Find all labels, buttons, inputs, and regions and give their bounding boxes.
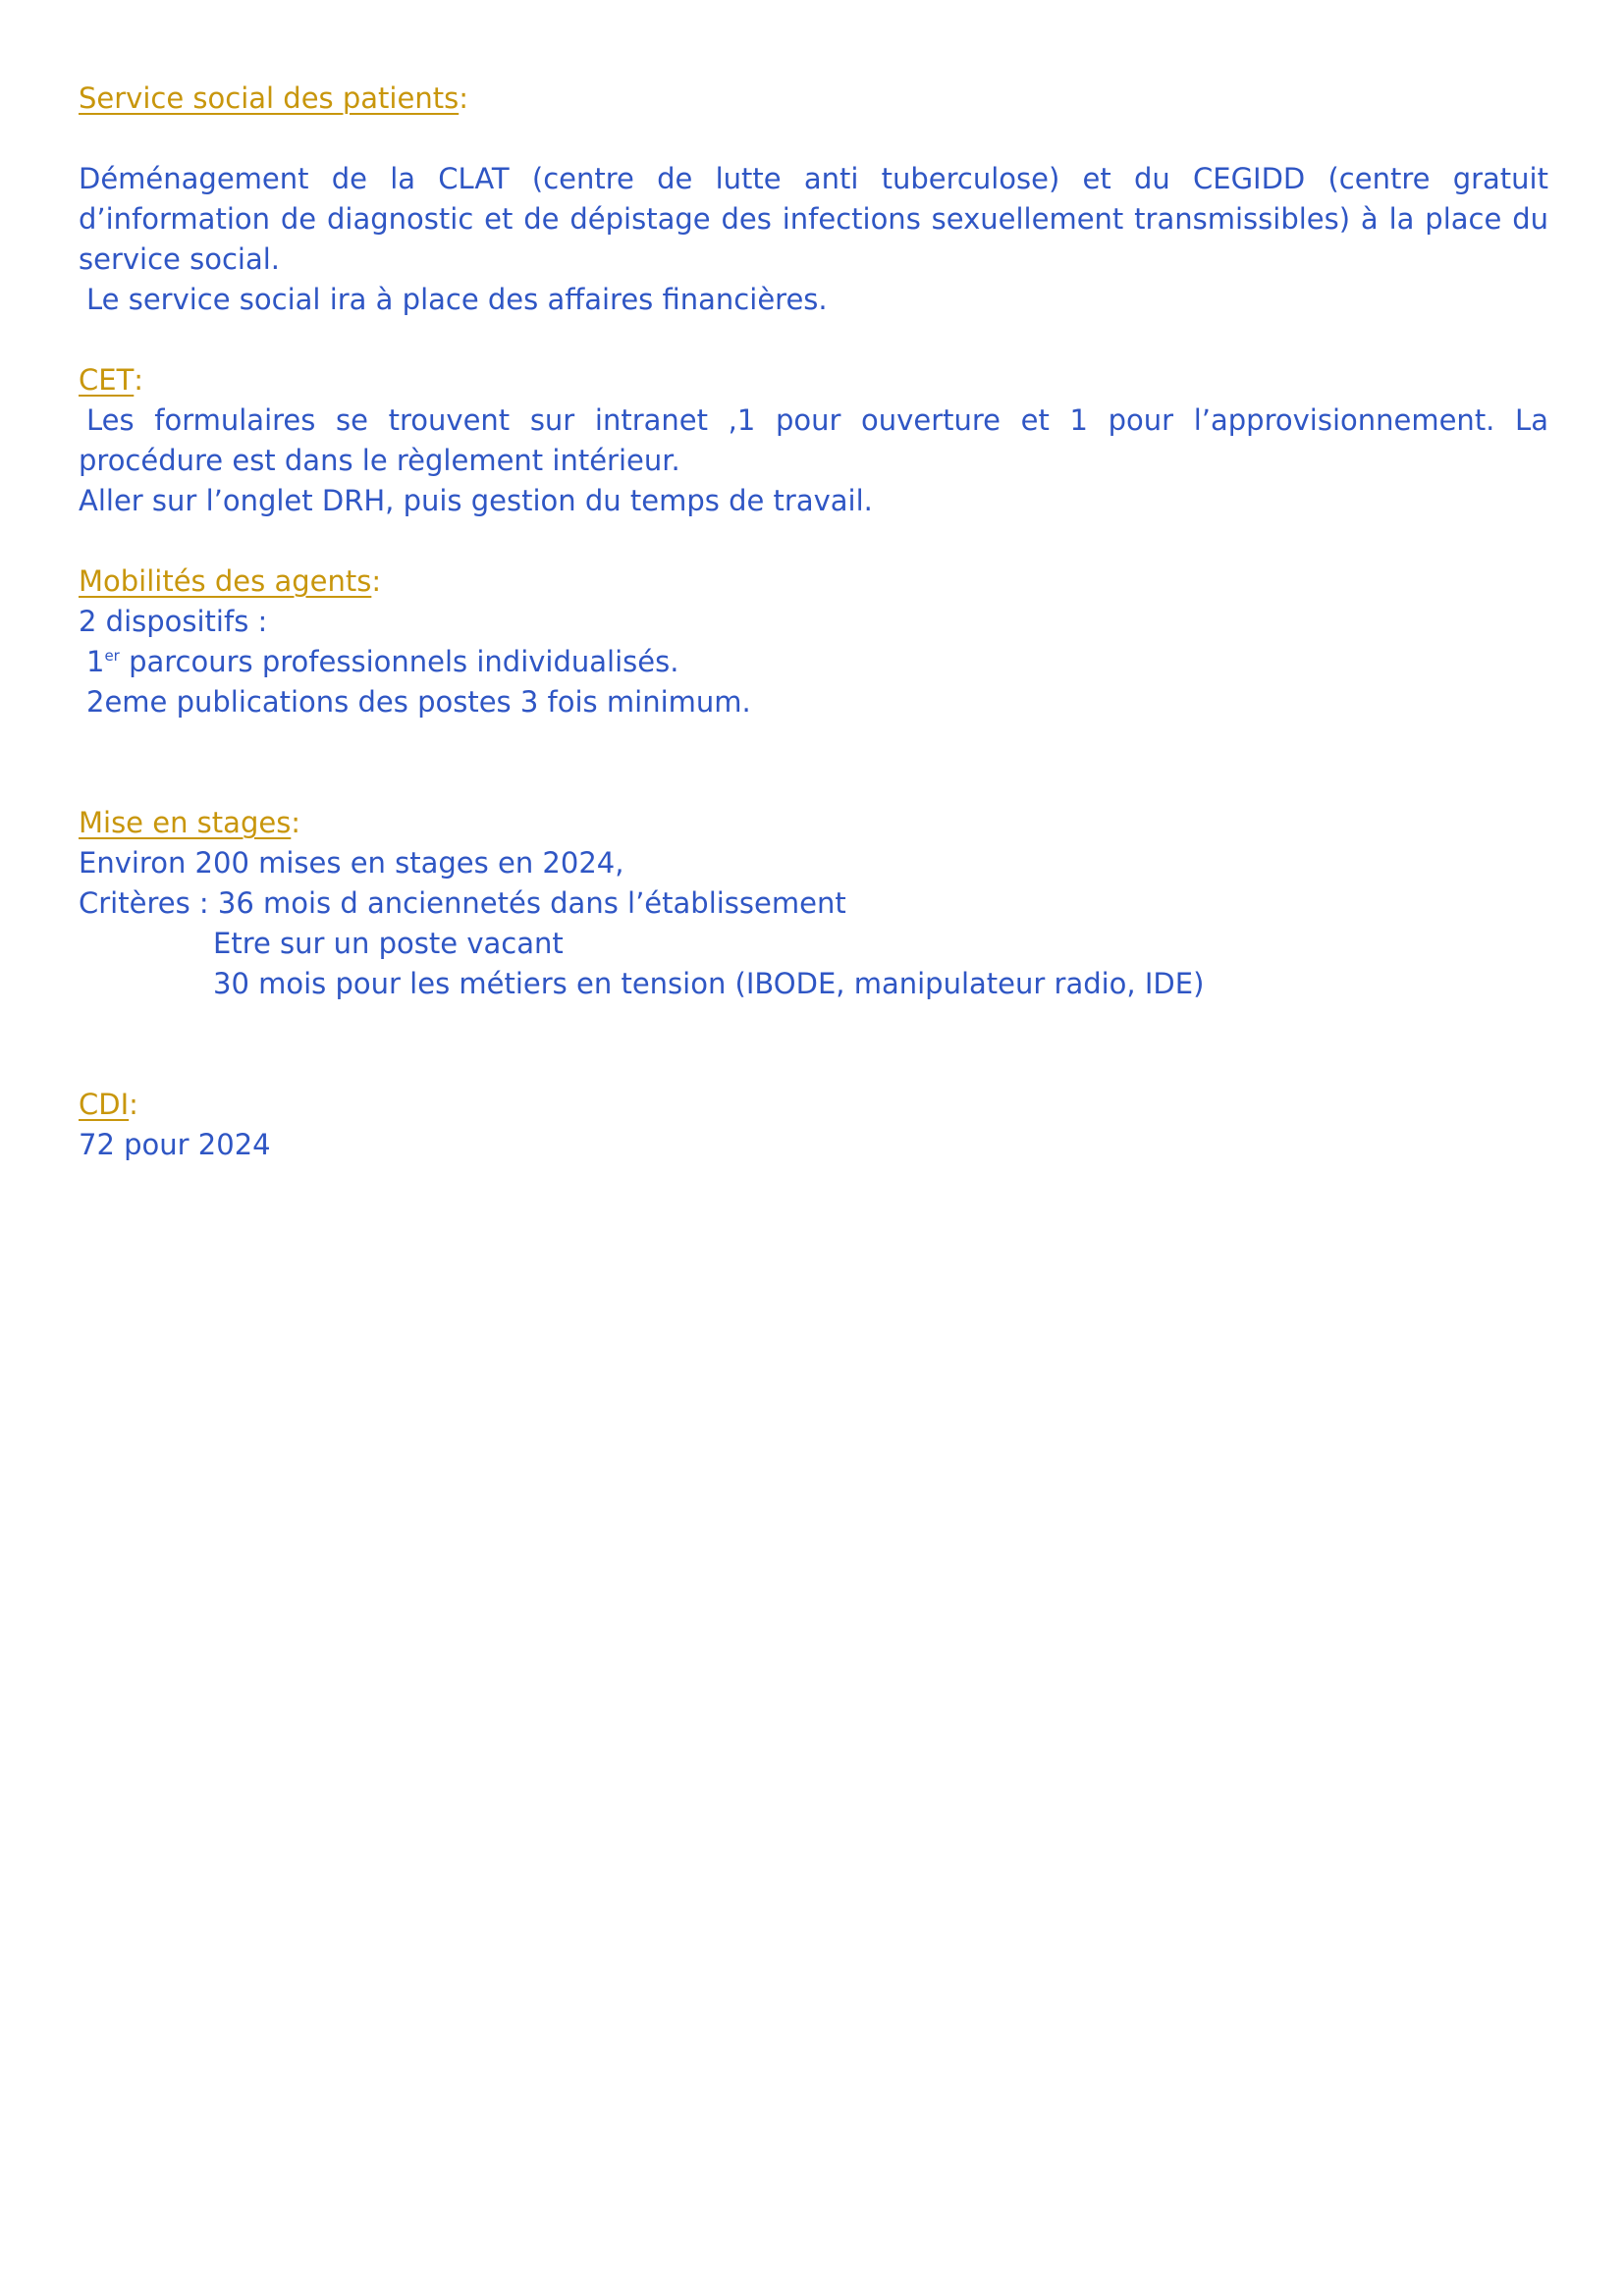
section-heading [79,803,1551,843]
section-cet [79,360,1551,521]
heading-colon: : [129,1088,138,1121]
internships-criteria-2: Etre sur un poste vacant [213,927,564,960]
heading-colon: : [459,81,468,115]
heading-colon: : [134,363,144,397]
internships-criteria-3: 30 mois pour les métiers en tension (IBODE, manipulateur radio, IDE) [213,967,1205,1000]
section-heading [79,1085,1551,1125]
heading-text: CDI [79,1088,130,1121]
section-heading [79,360,1551,400]
section-mobility [79,561,1551,722]
internships-line-1: Environ 200 mises en stages en 2024, [79,846,624,880]
mobility-item-1 [79,642,1551,682]
section-social-service [79,79,1551,320]
heading-text: Mise en stages [79,806,292,839]
item-number: 1 [86,645,105,678]
heading-colon: : [371,564,382,598]
heading-colon: : [291,806,301,839]
cet-paragraph: Les formulaires se trouvent sur intranet ,1 pour ouverture et 1 pour l’approvisionnement. La procédure est dans le règlement intérieur. [79,403,1548,477]
heading-text: Mobilités des agents [79,564,372,598]
mobility-intro: 2 dispositifs : [79,605,268,638]
section-cdi [79,1085,1551,1165]
item-text: parcours professionnels individualisés. [119,645,679,678]
social-service-line: Le service social ira à place des affaires financières. [86,283,828,316]
mobility-item-2: 2eme publications des postes 3 fois minimum. [86,685,751,719]
section-internships [79,803,1551,1004]
social-service-paragraph: Déménagement de la CLAT (centre de lutte anti tuberculose) et du CEGIDD (centre gratuit d’information de diagnostic et de dépistage des infections sexuellement transmissibles) à la place du service social. [79,162,1548,276]
heading-text: Service social des patients [79,81,460,115]
cdi-line: 72 pour 2024 [79,1128,271,1161]
document-body [79,79,1551,1165]
section-heading [79,561,1551,602]
ordinal-superscript: er [104,647,120,665]
cet-line: Aller sur l’onglet DRH, puis gestion du temps de travail. [79,484,873,517]
internships-criteria: Critères : 36 mois d anciennetés dans l’établissement [79,886,846,920]
heading-text: CET [79,363,135,397]
section-heading [79,79,1551,119]
